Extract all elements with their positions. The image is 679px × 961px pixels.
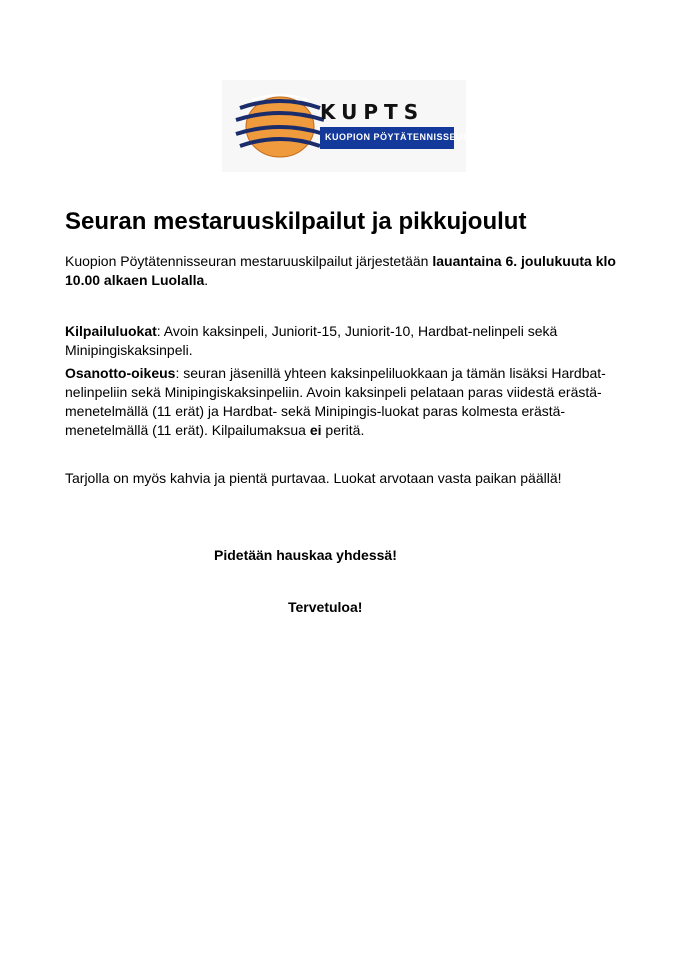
intro-paragraph	[65, 252, 625, 290]
intro-end: .	[204, 272, 209, 288]
eligibility-text: : seuran jäsenillä yhteen kaksinpeliluokkaan ja tämän lisäksi Hardbat-nelinpeliin sekä Minipingiskaksinpeliin. Avoin kaksinpeli pelataan paras viidestä erästä-menetelmällä (11 erät) ja Hardbat- sekä Minipingis-luokat paras kolmesta erästä-menetelmällä (11 erät). Kilpailumaksua	[65, 365, 606, 438]
logo-wordmark: KUPTS	[320, 100, 425, 124]
intro-text: Kuopion Pöytätennisseuran mestaruuskilpailut järjestetään	[65, 253, 433, 269]
intro-date-time: lauantaina 6. joulukuuta klo 10.00 alkaen Luolalla	[65, 253, 616, 288]
refreshments-paragraph: Tarjolla on myös kahvia ja pientä purtavaa. Luokat arvotaan vasta paikan päällä!	[65, 470, 562, 486]
ping-pong-ball-icon	[222, 80, 466, 172]
eligibility-paragraph	[65, 364, 625, 440]
eligibility-bold: ei	[309, 422, 322, 438]
closing-line-welcome: Tervetuloa!	[288, 599, 363, 615]
page-title: Seuran mestaruuskilpailut ja pikkujoulut	[65, 208, 527, 235]
club-logo	[222, 80, 478, 172]
classes-label: Kilpailuluokat	[65, 323, 157, 339]
classes-paragraph	[65, 322, 625, 360]
eligibility-label: Osanotto-oikeus	[65, 365, 176, 381]
closing-line-fun: Pidetään hauskaa yhdessä!	[214, 547, 397, 563]
eligibility-end: peritä.	[321, 422, 365, 438]
logo-subtitle: KUOPION PÖYTÄTENNISSEURA	[325, 132, 478, 142]
classes-text: : Avoin kaksinpeli, Juniorit-15, Juniorit-10, Hardbat-nelinpeli sekä Minipingiskaksinpeli.	[65, 323, 558, 358]
